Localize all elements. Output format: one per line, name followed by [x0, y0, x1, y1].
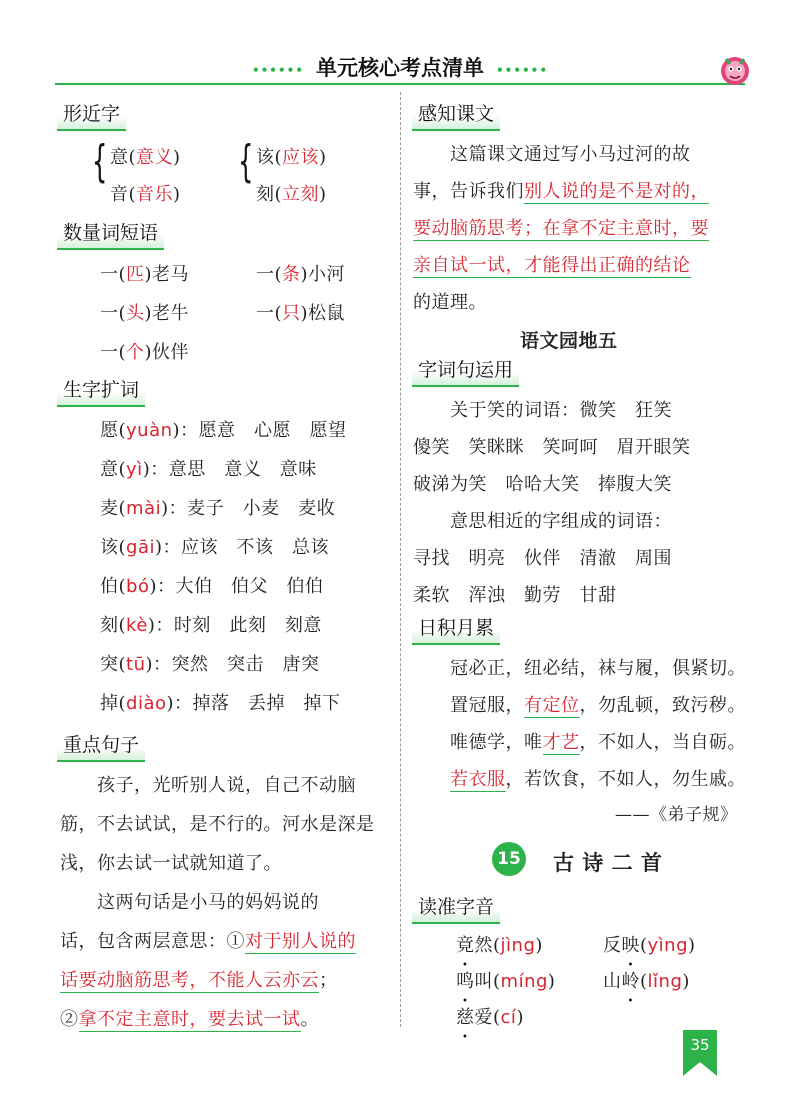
page-flag-notch [683, 1062, 717, 1076]
similar-char-row: 意(意义) [110, 147, 181, 168]
text-summary-line: 事，告诉我们别人说的是不是对的， [413, 181, 709, 202]
page-header [0, 52, 800, 82]
quote-source: ——《弟子规》 [615, 805, 738, 825]
text-summary-line: 这篇课文通过写小马过河的故 [450, 144, 691, 165]
section-tag-shuliangci: 数量词短语 [57, 219, 164, 250]
key-sentence-line: 筋，不去试试，是不行的。河水是深是 [60, 814, 375, 835]
word-expansion-row: 愿(yuàn)：愿意 心愿 愿望 [100, 420, 347, 441]
lesson-title: 古 诗 二 首 [553, 850, 663, 875]
pronunciation-item: 慈爱(cí) [456, 1007, 524, 1028]
key-sentence-line: 孩子，光听别人说，自己不动脑 [97, 775, 356, 796]
measure-phrase: 一(个)伙伴 [100, 342, 190, 363]
text-summary-line: 亲自试一试，才能得出正确的结论 [413, 255, 691, 276]
column-divider [400, 92, 401, 1027]
measure-phrase: 一(头)老牛 [100, 303, 190, 324]
similar-char-row: 该(应该) [256, 147, 327, 168]
section-tag-kuoci: 生字扩词 [57, 376, 145, 407]
brace-icon: { [92, 136, 108, 187]
brace-icon: { [238, 136, 254, 187]
measure-phrase: 一(匹)老马 [100, 264, 190, 285]
section-tag-zicijuyunyong: 字词句运用 [412, 356, 519, 387]
section-tag-xingjinzi: 形近字 [57, 100, 126, 131]
vocab-line: 柔软 浑浊 勤劳 甘甜 [413, 585, 617, 606]
section-tag-rijiyuelei: 日积月累 [412, 614, 500, 645]
word-expansion-row: 意(yì)：意思 意义 意味 [100, 459, 317, 480]
key-sentence-line: 这两句话是小马的妈妈说的 [97, 892, 319, 913]
text-summary-line: 的道理。 [413, 292, 487, 313]
word-expansion-row: 刻(kè)：时刻 此刻 刻意 [100, 615, 322, 636]
dizigui-line: 冠必正，纽必结，袜与履，俱紧切。 [450, 658, 746, 679]
similar-char-row: 音(音乐) [110, 184, 181, 205]
header-rule [55, 83, 745, 85]
vocab-line: 寻找 明亮 伙伴 清澈 周围 [413, 548, 672, 569]
measure-phrase: 一(只)松鼠 [256, 303, 346, 324]
word-expansion-row: 该(gāi)：应该 不该 总该 [100, 537, 330, 558]
vocab-line: 破涕为笑 哈哈大笑 捧腹大笑 [413, 474, 672, 495]
page-number: 35 [690, 1036, 710, 1054]
vocab-line: 傻笑 笑眯眯 笑呵呵 眉开眼笑 [413, 437, 691, 458]
dizigui-line: 唯德学，唯才艺，不如人，当自砺。 [450, 732, 746, 753]
lesson-number-badge: 15 [492, 842, 526, 876]
word-expansion-row: 麦(mài)：麦子 小麦 麦收 [100, 498, 336, 519]
key-sentence-line: ②拿不定主意时，要去试一试。 [60, 1009, 319, 1030]
word-expansion-row: 掉(diào)：掉落 丢掉 掉下 [100, 693, 341, 714]
dizigui-line: 置冠服，有定位，勿乱顿，致污秽。 [450, 695, 746, 716]
measure-phrase: 一(条)小河 [256, 264, 346, 285]
text-summary-line: 要动脑筋思考；在拿不定主意时，要 [413, 218, 709, 239]
vocab-line: 关于笑的词语：微笑 狂笑 [450, 400, 672, 421]
pronunciation-item: 山岭(lǐng) [603, 971, 690, 992]
word-expansion-row: 伯(bó)：大伯 伯父 伯伯 [100, 576, 324, 597]
header-dots-left: •••••• [251, 62, 304, 77]
key-sentence-line: 话，包含两层意思：①对于别人说的 [60, 931, 356, 952]
section-tag-zhongdianjuzi: 重点句子 [57, 731, 145, 762]
key-sentence-line: 话要动脑筋思考，不能人云亦云； [60, 970, 338, 991]
header-dots-right: •••••• [496, 62, 549, 77]
similar-char-row: 刻(立刻) [256, 184, 327, 205]
pronunciation-item: 反映(yìng) [603, 935, 696, 956]
key-sentence-line: 浅，你去试一试就知道了。 [60, 853, 282, 874]
word-expansion-row: 突(tū)：突然 突击 唐突 [100, 654, 320, 675]
cartoon-mascot-icon [716, 50, 754, 88]
pronunciation-item: 鸣叫(míng) [456, 971, 556, 992]
section-tag-ganzhikewen: 感知课文 [412, 100, 500, 131]
dizigui-line: 若衣服，若饮食，不如人，勿生戚。 [450, 769, 746, 790]
section-title-yuwenyuandi: 语文园地五 [520, 330, 618, 352]
header-title: 单元核心考点清单 [316, 55, 484, 80]
pronunciation-item: 竟然(jìng) [456, 935, 543, 956]
vocab-line: 意思相近的字组成的词语： [450, 511, 672, 532]
section-tag-duzhunziyin: 读准字音 [412, 893, 500, 924]
